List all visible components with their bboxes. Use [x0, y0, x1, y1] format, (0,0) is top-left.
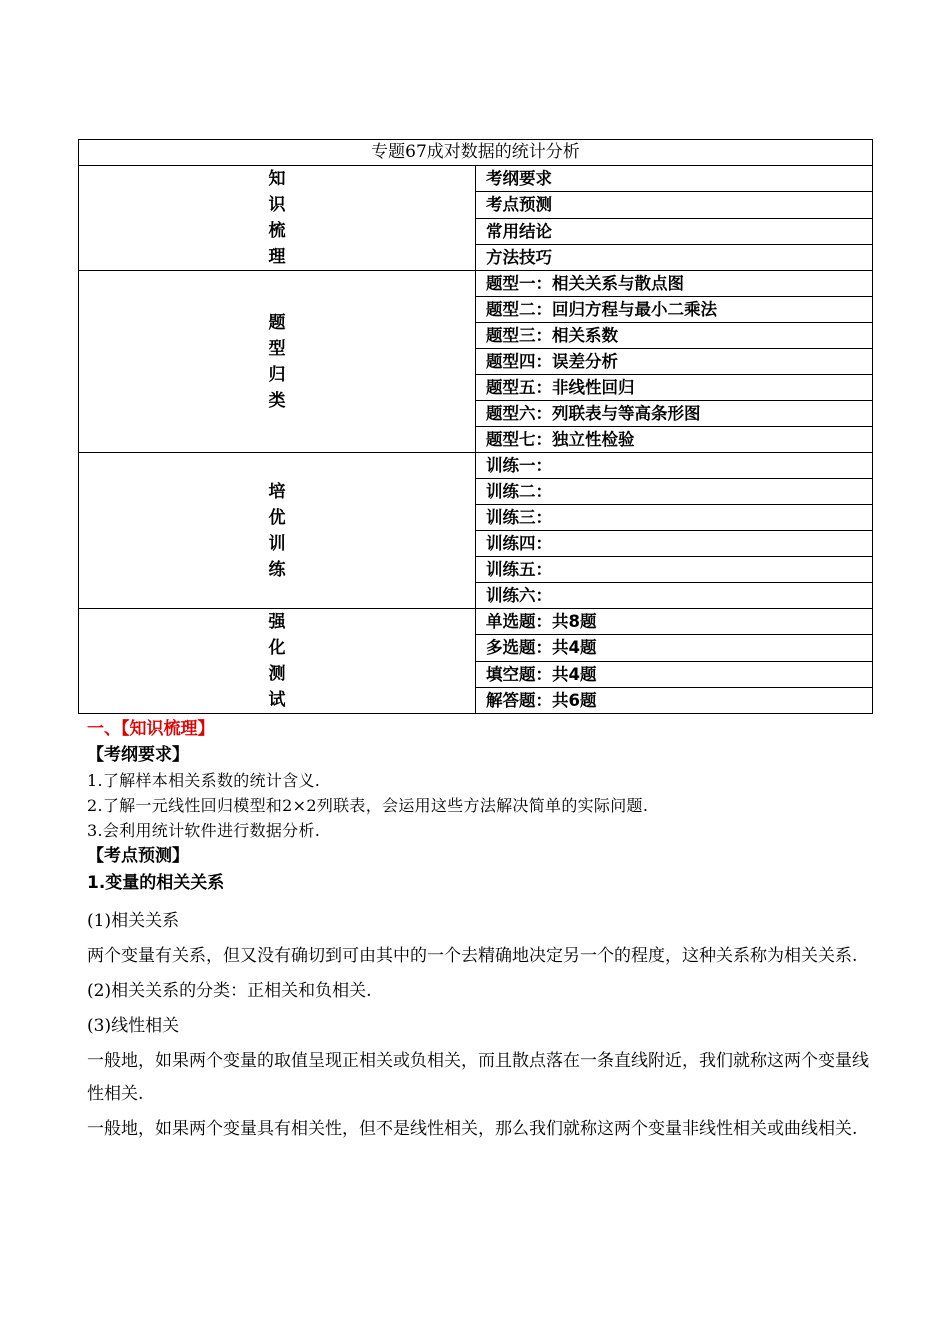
toc-row [79, 166, 873, 192]
paragraph: (2)相关关系的分类：正相关和负相关. [87, 981, 372, 1001]
toc-group-char: 题 [268, 312, 286, 333]
toc-item[interactable]: 训练二： [476, 479, 873, 505]
toc-item[interactable]: 训练六： [476, 583, 873, 609]
toc-row [79, 609, 873, 635]
forecast-heading: 【考点预测】 [87, 846, 189, 866]
toc-group-label [79, 271, 476, 453]
toc-item[interactable]: 多选题：共4题 [476, 635, 873, 661]
syllabus-item: 2.了解一元线性回归模型和2×2列联表，会运用这些方法解决简单的实际问题. [87, 796, 649, 815]
toc-row [79, 271, 873, 297]
toc-group-char: 测 [268, 664, 286, 684]
content-body [87, 716, 877, 1148]
toc-item[interactable]: 单选题：共8题 [476, 609, 873, 635]
toc-group-char: 训 [268, 533, 286, 554]
section-heading: 一、【知识梳理】 [87, 719, 215, 739]
syllabus-heading: 【考纲要求】 [87, 745, 189, 765]
toc-group-char: 归 [268, 364, 286, 385]
toc-item[interactable]: 题型二：回归方程与最小二乘法 [476, 297, 873, 323]
toc-item[interactable]: 考纲要求 [476, 166, 873, 192]
toc-group-char: 理 [268, 247, 286, 267]
toc-group-char: 型 [268, 338, 286, 359]
paragraph: (1)相关关系 [87, 911, 180, 931]
toc-item[interactable]: 方法技巧 [476, 244, 873, 270]
toc-group-char: 强 [268, 612, 286, 632]
toc-group-char: 知 [268, 169, 286, 189]
toc-item[interactable]: 训练五： [476, 557, 873, 583]
toc-group-char: 类 [268, 390, 286, 411]
toc-group-char: 梳 [268, 221, 286, 241]
toc-item[interactable]: 填空题：共4题 [476, 661, 873, 687]
toc-group-char: 培 [268, 481, 286, 502]
toc-item[interactable]: 题型四：误差分析 [476, 349, 873, 375]
toc-group-label [79, 453, 476, 609]
toc-group-label [79, 609, 476, 714]
toc-item[interactable]: 训练一： [476, 453, 873, 479]
toc-item[interactable]: 题型六：列联表与等高条形图 [476, 401, 873, 427]
toc-group-char: 化 [268, 638, 286, 658]
toc-group-label [79, 166, 476, 271]
toc-row [79, 453, 873, 479]
toc-item[interactable]: 常用结论 [476, 218, 873, 244]
paragraph: 一般地，如果两个变量具有相关性，但不是线性相关，那么我们就称这两个变量非线性相关或曲线相关. [87, 1119, 858, 1139]
paragraph: 两个变量有关系，但又没有确切到可由其中的一个去精确地决定另一个的程度，这种关系称为相关关系. [87, 946, 858, 966]
toc-group-char: 练 [268, 559, 286, 580]
paragraph: (3)线性相关 [87, 1016, 180, 1036]
toc-item[interactable]: 题型七：独立性检验 [476, 427, 873, 453]
toc-item[interactable]: 训练四： [476, 531, 873, 557]
toc-title-row [79, 140, 873, 166]
toc-item[interactable]: 考点预测 [476, 192, 873, 218]
table-of-contents [78, 139, 873, 714]
toc-group-char: 识 [268, 195, 286, 215]
toc-item[interactable]: 解答题：共6题 [476, 687, 873, 713]
toc-item[interactable]: 训练三： [476, 505, 873, 531]
syllabus-item: 3.会利用统计软件进行数据分析. [87, 821, 321, 840]
toc-item[interactable]: 题型三：相关系数 [476, 323, 873, 349]
point-title: 1.变量的相关关系 [87, 873, 225, 893]
toc-group-char: 优 [268, 507, 286, 528]
toc-title: 专题67成对数据的统计分析 [79, 140, 873, 166]
toc-item[interactable]: 题型五：非线性回归 [476, 375, 873, 401]
syllabus-item: 1.了解样本相关系数的统计含义. [87, 771, 321, 790]
toc-item[interactable]: 题型一：相关关系与散点图 [476, 271, 873, 297]
paragraph: 一般地，如果两个变量的取值呈现正相关或负相关，而且散点落在一条直线附近，我们就称这两个变量线性相关. [87, 1051, 869, 1104]
toc-group-char: 试 [268, 690, 286, 710]
